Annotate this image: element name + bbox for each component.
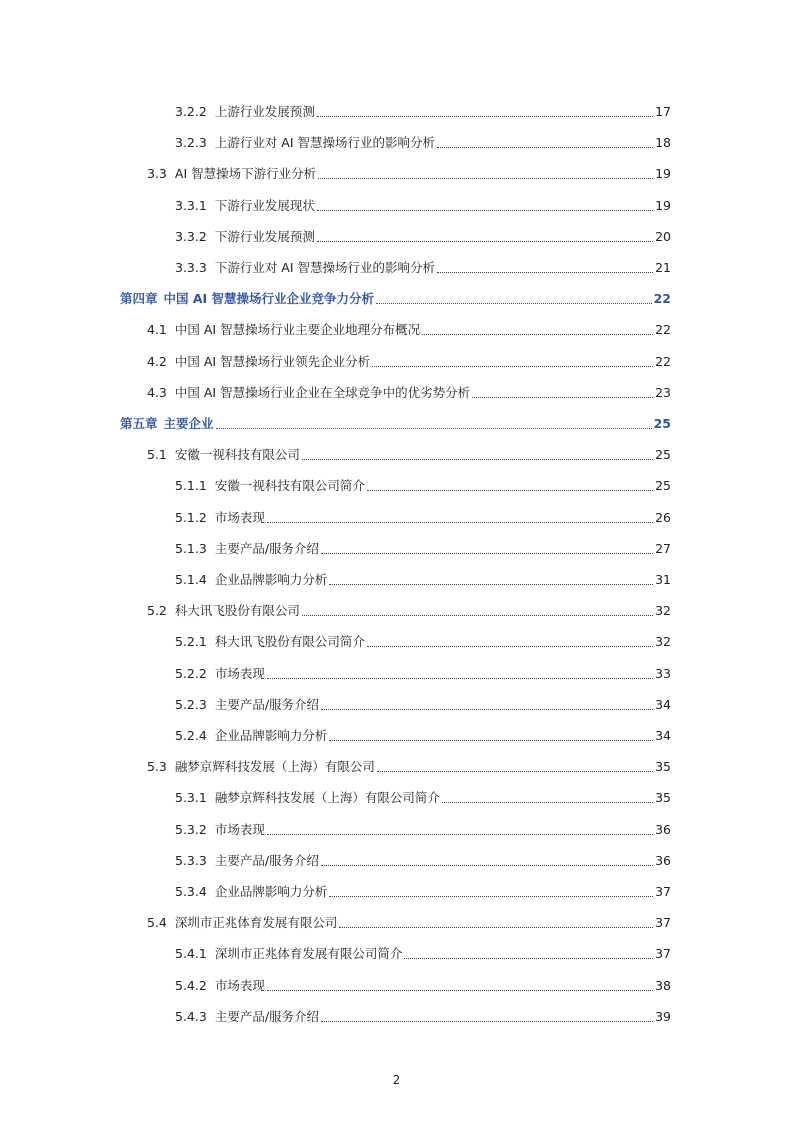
toc-entry-page: 35 bbox=[655, 790, 671, 806]
toc-entry-title: 科大讯飞股份有限公司 bbox=[174, 603, 300, 619]
toc-entry-number: 5.1 bbox=[147, 447, 167, 463]
toc-dot-leader bbox=[404, 958, 653, 959]
toc-entry[interactable] bbox=[147, 911, 671, 931]
toc-entry[interactable] bbox=[175, 630, 671, 650]
toc-entry[interactable] bbox=[175, 1005, 671, 1025]
toc-entry-number: 5.1.3 bbox=[175, 540, 207, 556]
toc-dot-leader bbox=[267, 834, 653, 835]
toc-entry-page: 22 bbox=[655, 353, 671, 369]
toc-entry-page: 27 bbox=[655, 540, 671, 556]
toc-dot-leader bbox=[317, 210, 653, 211]
toc-entry-number: 3.3.1 bbox=[175, 197, 207, 213]
toc-entry-title: 科大讯飞股份有限公司简介 bbox=[214, 634, 365, 650]
toc-entry-number: 5.4.2 bbox=[175, 977, 207, 993]
toc-entry-number: 4.3 bbox=[147, 384, 167, 400]
toc-entry-number: 5.3.4 bbox=[175, 884, 207, 899]
toc-entry[interactable] bbox=[175, 568, 671, 588]
toc-entry-title: 上游行业对 AI 智慧操场行业的影响分析 bbox=[214, 135, 435, 151]
toc-entry-title: AI 智慧操场下游行业分析 bbox=[174, 166, 317, 182]
toc-chapter-entry[interactable] bbox=[120, 287, 671, 307]
toc-entry-number: 3.3 bbox=[147, 166, 167, 182]
toc-entry-page: 34 bbox=[655, 696, 671, 712]
toc-entry-title: 市场表现 bbox=[214, 977, 265, 993]
toc-dot-leader bbox=[329, 740, 653, 741]
toc-entry-page: 22 bbox=[655, 322, 671, 338]
toc-dot-leader bbox=[437, 272, 653, 273]
toc-entry-page: 23 bbox=[655, 384, 671, 400]
toc-dot-leader bbox=[376, 303, 652, 304]
toc-entry-number: 5.3.3 bbox=[175, 852, 207, 868]
toc-entry-page: 33 bbox=[655, 665, 671, 681]
toc-entry-number: 5.2.3 bbox=[175, 696, 207, 712]
toc-entry-number: 5.4.1 bbox=[175, 946, 207, 962]
toc-dot-leader bbox=[442, 802, 653, 803]
toc-dot-leader bbox=[372, 366, 653, 367]
toc-dot-leader bbox=[329, 584, 653, 585]
toc-entry-title: 主要产品/服务介绍 bbox=[214, 1008, 320, 1024]
toc-entry[interactable] bbox=[175, 818, 671, 838]
toc-entry[interactable] bbox=[175, 662, 671, 682]
toc-entry[interactable] bbox=[175, 194, 671, 214]
toc-entry-page: 19 bbox=[655, 166, 671, 182]
toc-entry[interactable] bbox=[147, 381, 671, 401]
toc-entry-number: 5.4.3 bbox=[175, 1008, 207, 1024]
toc-entry-page: 32 bbox=[655, 634, 671, 650]
toc-dot-leader bbox=[367, 646, 653, 647]
toc-entry-page: 25 bbox=[653, 416, 671, 431]
toc-entry[interactable] bbox=[175, 225, 671, 245]
toc-entry[interactable] bbox=[175, 974, 671, 994]
toc-dot-leader bbox=[302, 459, 653, 460]
toc-entry-title: 安徽一视科技有限公司简介 bbox=[214, 478, 365, 494]
toc-entry-number: 5.2.4 bbox=[175, 728, 207, 743]
toc-dot-leader bbox=[317, 116, 653, 117]
toc-entry-number: 5.1.1 bbox=[175, 478, 207, 494]
toc-entry-title: 深圳市正兆体育发展有限公司简介 bbox=[214, 946, 403, 962]
toc-dot-leader bbox=[321, 865, 653, 866]
toc-entry[interactable] bbox=[175, 474, 671, 494]
toc-entry-page: 39 bbox=[655, 1008, 671, 1024]
toc-entry-page: 22 bbox=[653, 291, 671, 307]
toc-entry[interactable] bbox=[175, 537, 671, 557]
toc-entry-number: 5.1.4 bbox=[175, 572, 207, 587]
toc-entry-page: 25 bbox=[655, 447, 671, 463]
toc-entry-number: 5.2.2 bbox=[175, 665, 207, 681]
toc-entry-number: 5.3.1 bbox=[175, 790, 207, 806]
toc-dot-leader bbox=[267, 678, 653, 679]
toc-entry[interactable] bbox=[147, 162, 671, 182]
toc-entry-title: 深圳市正兆体育发展有限公司 bbox=[174, 915, 338, 931]
toc-entry-number: 3.3.2 bbox=[175, 228, 207, 244]
toc-entry-title: 融梦京辉科技发展（上海）有限公司 bbox=[174, 759, 375, 775]
toc-dot-leader bbox=[377, 771, 653, 772]
toc-entry-title: 中国 AI 智慧操场行业企业竞争力分析 bbox=[163, 291, 375, 307]
toc-dot-leader bbox=[216, 428, 652, 429]
toc-entry[interactable] bbox=[175, 849, 671, 869]
toc-entry-page: 37 bbox=[655, 915, 671, 931]
toc-entry[interactable] bbox=[147, 350, 671, 370]
toc-entry[interactable] bbox=[175, 131, 671, 151]
toc-entry-page: 19 bbox=[655, 197, 671, 213]
toc-entry-page: 36 bbox=[655, 821, 671, 837]
toc-entry-number: 5.2.1 bbox=[175, 634, 207, 650]
toc-entry-title: 企业品牌影响力分析 bbox=[214, 728, 328, 743]
toc-entry[interactable] bbox=[147, 318, 671, 338]
toc-entry-title: 下游行业发展预测 bbox=[214, 228, 315, 244]
toc-entry[interactable] bbox=[175, 942, 671, 962]
toc-entry[interactable] bbox=[147, 599, 671, 619]
toc-entry-number: 5.3 bbox=[147, 759, 167, 775]
toc-entry[interactable] bbox=[175, 506, 671, 526]
toc-entry-title: 下游行业发展现状 bbox=[214, 197, 315, 213]
toc-entry-title: 企业品牌影响力分析 bbox=[214, 572, 328, 587]
toc-entry-number: 5.4 bbox=[147, 915, 167, 931]
toc-entry[interactable] bbox=[175, 100, 671, 120]
toc-dot-leader bbox=[437, 147, 653, 148]
toc-dot-leader bbox=[367, 490, 653, 491]
toc-entry-number: 3.2.3 bbox=[175, 135, 207, 151]
toc-entry-page: 20 bbox=[655, 228, 671, 244]
toc-entry-page: 31 bbox=[655, 572, 671, 587]
toc-entry-title: 市场表现 bbox=[214, 821, 265, 837]
toc-chapter-entry[interactable] bbox=[120, 412, 671, 432]
toc-entry[interactable] bbox=[147, 443, 671, 463]
toc-entry-page: 25 bbox=[655, 478, 671, 494]
toc-entry-title: 主要产品/服务介绍 bbox=[214, 540, 320, 556]
toc-dot-leader bbox=[472, 397, 653, 398]
toc-dot-leader bbox=[329, 896, 653, 897]
toc-dot-leader bbox=[422, 334, 653, 335]
toc-entry-title: 中国 AI 智慧操场行业领先企业分析 bbox=[174, 353, 371, 369]
toc-entry-number: 3.3.3 bbox=[175, 260, 207, 275]
toc-entry-number: 第四章 bbox=[120, 291, 158, 307]
toc-dot-leader bbox=[317, 241, 653, 242]
toc-dot-leader bbox=[321, 709, 653, 710]
toc-dot-leader bbox=[302, 615, 653, 616]
toc-entry-page: 37 bbox=[655, 946, 671, 962]
toc-entry[interactable] bbox=[175, 724, 671, 744]
toc-entry-title: 上游行业发展预测 bbox=[214, 104, 315, 119]
toc-dot-leader bbox=[321, 553, 653, 554]
toc-entry-title: 融梦京辉科技发展（上海）有限公司简介 bbox=[214, 790, 440, 806]
toc-entry-page: 26 bbox=[655, 509, 671, 525]
toc-dot-leader bbox=[339, 927, 653, 928]
toc-entry-number: 第五章 bbox=[120, 416, 158, 431]
toc-entry-number: 4.1 bbox=[147, 322, 167, 338]
toc-dot-leader bbox=[318, 178, 653, 179]
toc-dot-leader bbox=[321, 1021, 653, 1022]
toc-entry-number: 5.1.2 bbox=[175, 509, 207, 525]
toc-entry-title: 企业品牌影响力分析 bbox=[214, 884, 328, 899]
toc-entry-title: 市场表现 bbox=[214, 509, 265, 525]
toc-entry-title: 安徽一视科技有限公司 bbox=[174, 447, 300, 463]
toc-entry-page: 17 bbox=[655, 104, 671, 119]
toc-dot-leader bbox=[267, 522, 653, 523]
toc-entry-number: 3.2.2 bbox=[175, 104, 207, 119]
toc-entry-page: 35 bbox=[655, 759, 671, 775]
toc-entry-page: 37 bbox=[655, 884, 671, 899]
toc-entry-number: 4.2 bbox=[147, 353, 167, 369]
toc-entry-title: 中国 AI 智慧操场行业企业在全球竞争中的优劣势分析 bbox=[174, 384, 471, 400]
toc-entry[interactable] bbox=[175, 786, 671, 806]
toc-entry[interactable] bbox=[147, 755, 671, 775]
toc-entry-page: 34 bbox=[655, 728, 671, 743]
toc-entry[interactable] bbox=[175, 880, 671, 900]
toc-entry-title: 下游行业对 AI 智慧操场行业的影响分析 bbox=[214, 260, 435, 275]
toc-entry-title: 中国 AI 智慧操场行业主要企业地理分布概况 bbox=[174, 322, 421, 338]
toc-dot-leader bbox=[267, 990, 653, 991]
toc-entry-title: 主要企业 bbox=[163, 416, 214, 431]
page-number: 2 bbox=[392, 1073, 401, 1087]
toc-entry-page: 36 bbox=[655, 852, 671, 868]
toc-entry-page: 21 bbox=[655, 260, 671, 275]
toc-entry-number: 5.3.2 bbox=[175, 821, 207, 837]
toc-entry[interactable] bbox=[175, 693, 671, 713]
toc-entry[interactable] bbox=[175, 256, 671, 276]
toc-entry-title: 主要产品/服务介绍 bbox=[214, 696, 320, 712]
toc-entry-page: 32 bbox=[655, 603, 671, 619]
toc-entry-page: 18 bbox=[655, 135, 671, 151]
toc-entry-title: 市场表现 bbox=[214, 665, 265, 681]
toc-entry-number: 5.2 bbox=[147, 603, 167, 619]
toc-entry-page: 38 bbox=[655, 977, 671, 993]
toc-entry-title: 主要产品/服务介绍 bbox=[214, 852, 320, 868]
